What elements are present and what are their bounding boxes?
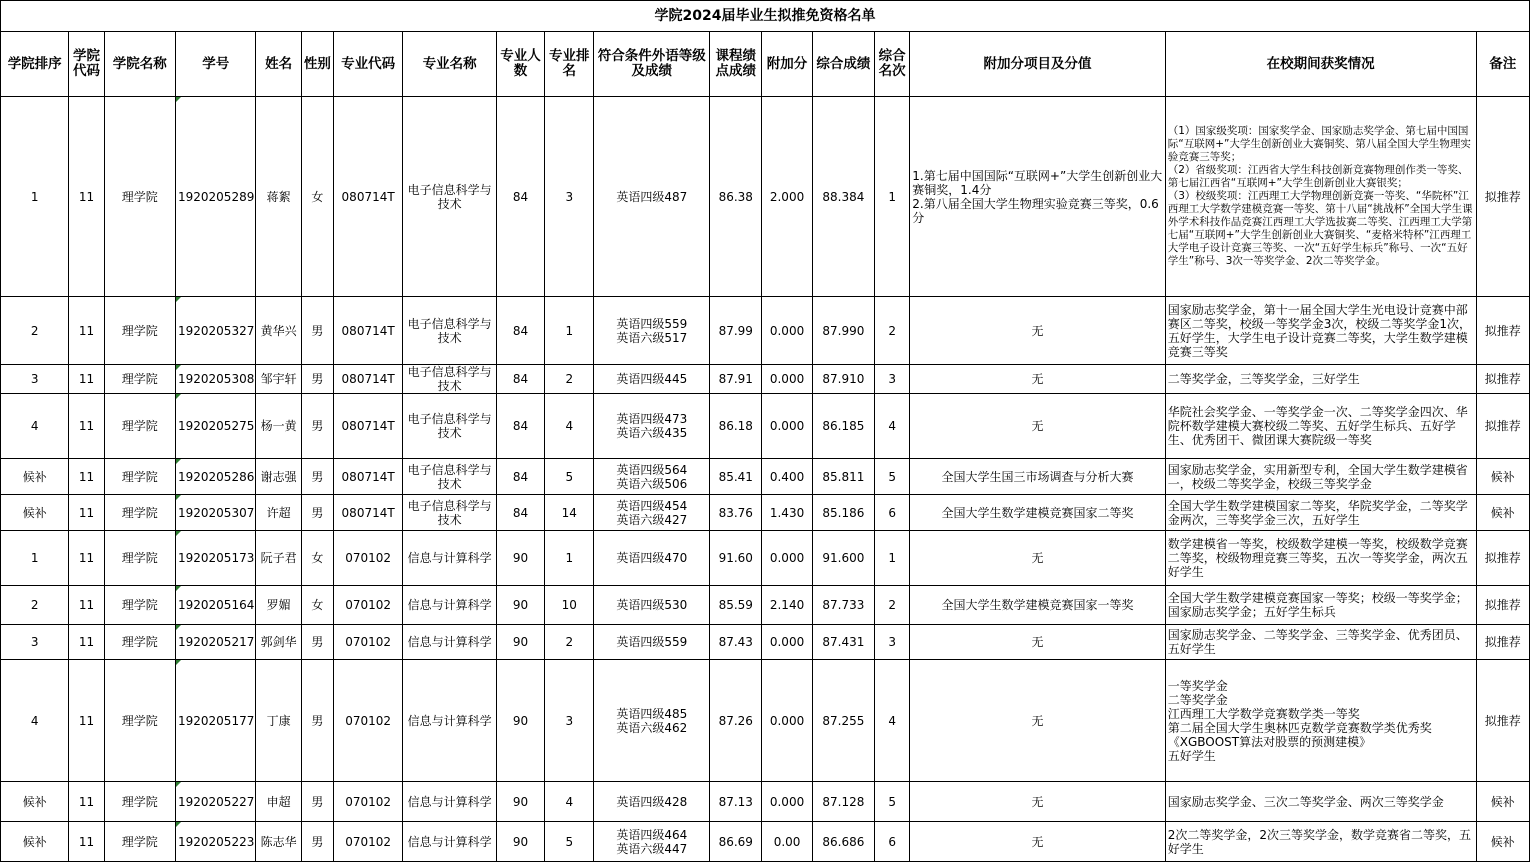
cell-id[interactable]: 1920205289 (176, 97, 256, 297)
cell-code[interactable]: 11 (69, 297, 104, 365)
cell-id[interactable]: 1920205217 (176, 625, 256, 660)
column-header[interactable]: 学院名称 (104, 32, 175, 97)
cell-gender[interactable]: 男 (301, 782, 333, 822)
cell-count[interactable]: 84 (496, 97, 544, 297)
cell-awards[interactable]: 国家励志奖学金，第十一届全国大学生光电设计竞赛中部赛区二等奖，校级一等奖学金3次，校级二等奖学金1次，五好学生，大学生电子设计竞赛二等奖，大学生数学建模竞赛三等奖 (1165, 297, 1476, 365)
cell-major-code[interactable]: 080714T (333, 495, 402, 531)
cell-name[interactable]: 阮子君 (256, 531, 301, 586)
cell-name[interactable]: 谢志强 (256, 459, 301, 495)
cell-overall[interactable]: 1 (875, 531, 910, 586)
cell-code[interactable]: 11 (69, 97, 104, 297)
cell-overall[interactable]: 3 (875, 365, 910, 394)
cell-major[interactable]: 电子信息科学与技术 (403, 97, 497, 297)
column-header[interactable]: 专业名称 (403, 32, 497, 97)
cell-bonus[interactable]: 0.000 (762, 297, 812, 365)
cell-name[interactable]: 申超 (256, 782, 301, 822)
cell-name[interactable]: 郭剑华 (256, 625, 301, 660)
cell-college[interactable]: 理学院 (104, 394, 175, 459)
cell-note[interactable]: 候补 (1476, 782, 1529, 822)
cell-college[interactable]: 理学院 (104, 822, 175, 862)
candidate-table (0, 31, 1530, 862)
cell-lang[interactable]: 英语四级564 英语六级506 (594, 459, 710, 495)
cell-lang[interactable]: 英语四级428 (594, 782, 710, 822)
cell-lang[interactable]: 英语四级559 英语六级517 (594, 297, 710, 365)
cell-rank[interactable]: 候补 (1, 459, 69, 495)
cell-gpa[interactable]: 86.18 (710, 394, 762, 459)
cell-major-code[interactable]: 080714T (333, 365, 402, 394)
cell-major-rank[interactable]: 3 (545, 660, 594, 782)
cell-college[interactable]: 理学院 (104, 586, 175, 625)
cell-college[interactable]: 理学院 (104, 495, 175, 531)
cell-gender[interactable]: 男 (301, 297, 333, 365)
cell-awards[interactable]: 数学建模省一等奖，校级数学建模一等奖，校级数学竞赛二等奖，校级物理竞赛三等奖，五次一等奖学金，两次五好学生 (1165, 531, 1476, 586)
column-header[interactable]: 学院排序 (1, 32, 69, 97)
cell-total[interactable]: 91.600 (812, 531, 874, 586)
cell-gpa[interactable]: 87.13 (710, 782, 762, 822)
cell-count[interactable]: 90 (496, 822, 544, 862)
cell-note[interactable]: 拟推荐 (1476, 297, 1529, 365)
column-header[interactable]: 综合成绩 (812, 32, 874, 97)
cell-lang[interactable]: 英语四级445 (594, 365, 710, 394)
cell-note[interactable]: 拟推荐 (1476, 394, 1529, 459)
cell-gender[interactable]: 女 (301, 586, 333, 625)
cell-name[interactable]: 邹宇轩 (256, 365, 301, 394)
cell-bonus[interactable]: 2.000 (762, 97, 812, 297)
cell-bonus-items[interactable]: 无 (910, 394, 1166, 459)
cell-id[interactable]: 1920205307 (176, 495, 256, 531)
cell-major[interactable]: 电子信息科学与技术 (403, 394, 497, 459)
cell-major[interactable]: 信息与计算科学 (403, 822, 497, 862)
cell-overall[interactable]: 2 (875, 586, 910, 625)
cell-major-rank[interactable]: 1 (545, 531, 594, 586)
cell-code[interactable]: 11 (69, 586, 104, 625)
cell-rank[interactable]: 4 (1, 394, 69, 459)
column-header[interactable]: 性别 (301, 32, 333, 97)
cell-lang[interactable]: 英语四级559 (594, 625, 710, 660)
cell-name[interactable]: 许超 (256, 495, 301, 531)
cell-id[interactable]: 1920205177 (176, 660, 256, 782)
cell-college[interactable]: 理学院 (104, 531, 175, 586)
table-row (1, 394, 1530, 459)
cell-bonus[interactable]: 0.000 (762, 365, 812, 394)
cell-rank[interactable]: 2 (1, 586, 69, 625)
column-header[interactable]: 专业排名 (545, 32, 594, 97)
cell-id[interactable]: 1920205286 (176, 459, 256, 495)
cell-name[interactable]: 丁康 (256, 660, 301, 782)
cell-total[interactable]: 87.255 (812, 660, 874, 782)
cell-code[interactable]: 11 (69, 394, 104, 459)
cell-major-rank[interactable]: 5 (545, 459, 594, 495)
cell-bonus-items[interactable]: 无 (910, 782, 1166, 822)
cell-code[interactable]: 11 (69, 531, 104, 586)
cell-id[interactable]: 1920205327 (176, 297, 256, 365)
cell-id[interactable]: 1920205223 (176, 822, 256, 862)
cell-gpa[interactable]: 91.60 (710, 531, 762, 586)
column-header[interactable]: 在校期间获奖情况 (1165, 32, 1476, 97)
cell-bonus-items[interactable]: 无 (910, 822, 1166, 862)
cell-lang[interactable]: 英语四级454 英语六级427 (594, 495, 710, 531)
column-header[interactable]: 课程绩点成绩 (710, 32, 762, 97)
cell-total[interactable]: 86.185 (812, 394, 874, 459)
table-row (1, 782, 1530, 822)
cell-gpa[interactable]: 86.69 (710, 822, 762, 862)
cell-note[interactable]: 候补 (1476, 495, 1529, 531)
cell-overall[interactable]: 5 (875, 459, 910, 495)
cell-bonus[interactable]: 0.000 (762, 782, 812, 822)
cell-name[interactable]: 陈志华 (256, 822, 301, 862)
cell-bonus-items[interactable]: 全国大学生国三市场调查与分析大赛 (910, 459, 1166, 495)
cell-bonus[interactable]: 0.400 (762, 459, 812, 495)
cell-awards[interactable]: 二等奖学金，三等奖学金，三好学生 (1165, 365, 1476, 394)
cell-code[interactable]: 11 (69, 660, 104, 782)
cell-count[interactable]: 90 (496, 625, 544, 660)
cell-name[interactable]: 杨一黄 (256, 394, 301, 459)
cell-code[interactable]: 11 (69, 495, 104, 531)
cell-gender[interactable]: 女 (301, 97, 333, 297)
table-row (1, 297, 1530, 365)
cell-major-rank[interactable]: 1 (545, 297, 594, 365)
cell-awards[interactable]: 国家励志奖学金、三次二等奖学金、两次三等奖学金 (1165, 782, 1476, 822)
column-header[interactable]: 专业代码 (333, 32, 402, 97)
cell-id[interactable]: 1920205164 (176, 586, 256, 625)
cell-lang[interactable]: 英语四级470 (594, 531, 710, 586)
cell-college[interactable]: 理学院 (104, 97, 175, 297)
cell-lang[interactable]: 英语四级485 英语六级462 (594, 660, 710, 782)
cell-bonus-items[interactable]: 全国大学生数学建模竞赛国家一等奖 (910, 586, 1166, 625)
cell-code[interactable]: 11 (69, 822, 104, 862)
cell-name[interactable]: 黄华兴 (256, 297, 301, 365)
cell-major[interactable]: 信息与计算科学 (403, 660, 497, 782)
cell-bonus-items[interactable]: 无 (910, 531, 1166, 586)
cell-bonus-items[interactable]: 1.第七届中国国际“互联网+”大学生创新创业大赛铜奖，1.4分 2.第八届全国大学生物理实验竞赛三等奖，0.6分 (910, 97, 1166, 297)
cell-note[interactable]: 拟推荐 (1476, 586, 1529, 625)
cell-rank[interactable]: 候补 (1, 782, 69, 822)
cell-rank[interactable]: 2 (1, 297, 69, 365)
cell-gpa[interactable]: 85.41 (710, 459, 762, 495)
sheet-title: 学院2024届毕业生拟推免资格名单 (0, 0, 1530, 31)
cell-bonus[interactable]: 0.000 (762, 394, 812, 459)
column-header[interactable]: 专业人数 (496, 32, 544, 97)
cell-awards[interactable]: 国家励志奖学金，实用新型专利，全国大学生数学建模省一，校级二等奖学金，校级三等奖学金 (1165, 459, 1476, 495)
cell-major[interactable]: 信息与计算科学 (403, 625, 497, 660)
cell-major-rank[interactable]: 5 (545, 822, 594, 862)
table-row (1, 495, 1530, 531)
cell-rank[interactable]: 1 (1, 531, 69, 586)
cell-bonus[interactable]: 0.000 (762, 660, 812, 782)
cell-college[interactable]: 理学院 (104, 660, 175, 782)
cell-major-rank[interactable]: 3 (545, 97, 594, 297)
cell-college[interactable]: 理学院 (104, 365, 175, 394)
cell-count[interactable]: 84 (496, 459, 544, 495)
cell-major[interactable]: 电子信息科学与技术 (403, 297, 497, 365)
cell-rank[interactable]: 3 (1, 365, 69, 394)
cell-major-rank[interactable]: 2 (545, 625, 594, 660)
cell-major-code[interactable]: 080714T (333, 394, 402, 459)
cell-count[interactable]: 84 (496, 365, 544, 394)
cell-college[interactable]: 理学院 (104, 782, 175, 822)
cell-gender[interactable]: 男 (301, 822, 333, 862)
cell-gender[interactable]: 男 (301, 495, 333, 531)
cell-overall[interactable]: 4 (875, 394, 910, 459)
cell-major[interactable]: 电子信息科学与技术 (403, 365, 497, 394)
cell-gender[interactable]: 男 (301, 365, 333, 394)
cell-count[interactable]: 84 (496, 495, 544, 531)
cell-overall[interactable]: 2 (875, 297, 910, 365)
cell-gender[interactable]: 男 (301, 394, 333, 459)
cell-college[interactable]: 理学院 (104, 297, 175, 365)
cell-major-code[interactable]: 070102 (333, 531, 402, 586)
cell-awards[interactable]: 全国大学生数学建模竞赛国家一等奖；校级一等奖学金；国家励志奖学金；五好学生标兵 (1165, 586, 1476, 625)
table-row (1, 822, 1530, 862)
cell-college[interactable]: 理学院 (104, 459, 175, 495)
table-row (1, 625, 1530, 660)
cell-total[interactable]: 87.431 (812, 625, 874, 660)
cell-major-code[interactable]: 070102 (333, 660, 402, 782)
cell-rank[interactable]: 3 (1, 625, 69, 660)
cell-bonus[interactable]: 0.000 (762, 625, 812, 660)
cell-id[interactable]: 1920205275 (176, 394, 256, 459)
cell-lang[interactable]: 英语四级530 (594, 586, 710, 625)
cell-id[interactable]: 1920205227 (176, 782, 256, 822)
column-header[interactable]: 附加分项目及分值 (910, 32, 1166, 97)
cell-overall[interactable]: 3 (875, 625, 910, 660)
cell-name[interactable]: 蒋絮 (256, 97, 301, 297)
cell-total[interactable]: 86.686 (812, 822, 874, 862)
cell-total[interactable]: 87.733 (812, 586, 874, 625)
cell-total[interactable]: 85.186 (812, 495, 874, 531)
cell-awards[interactable]: 华院社会奖学金、一等奖学金一次、二等奖学金四次、华院杯数学建模大赛校级二等奖、五好学生标兵、五好学生、优秀团干、微团课大赛院级一等奖 (1165, 394, 1476, 459)
table-row (1, 459, 1530, 495)
cell-major-rank[interactable]: 4 (545, 782, 594, 822)
cell-count[interactable]: 84 (496, 297, 544, 365)
table-row (1, 586, 1530, 625)
cell-major-rank[interactable]: 14 (545, 495, 594, 531)
table-row (1, 365, 1530, 394)
cell-gpa[interactable]: 86.38 (710, 97, 762, 297)
table-row (1, 531, 1530, 586)
cell-note[interactable]: 候补 (1476, 822, 1529, 862)
header-row (1, 32, 1530, 97)
cell-note[interactable]: 拟推荐 (1476, 660, 1529, 782)
cell-total[interactable]: 87.910 (812, 365, 874, 394)
cell-bonus[interactable]: 1.430 (762, 495, 812, 531)
cell-bonus[interactable]: 0.000 (762, 531, 812, 586)
cell-major-code[interactable]: 080714T (333, 297, 402, 365)
cell-bonus-items[interactable]: 无 (910, 660, 1166, 782)
column-header[interactable]: 学号 (176, 32, 256, 97)
cell-major-code[interactable]: 080714T (333, 97, 402, 297)
cell-id[interactable]: 1920205173 (176, 531, 256, 586)
cell-lang[interactable]: 英语四级487 (594, 97, 710, 297)
cell-awards[interactable]: 一等奖学金 二等奖学金 江西理工大学数学竞赛数学类一等奖 第二届全国大学生奥林匹克数学竞赛数学类优秀奖 《XGBOOST算法对股票的预测建模》 五好学生 (1165, 660, 1476, 782)
cell-overall[interactable]: 1 (875, 97, 910, 297)
cell-total[interactable]: 88.384 (812, 97, 874, 297)
cell-major-code[interactable]: 070102 (333, 822, 402, 862)
cell-awards[interactable]: 2次二等奖学金，2次三等奖学金，数学竞赛省二等奖，五好学生 (1165, 822, 1476, 862)
cell-note[interactable]: 拟推荐 (1476, 365, 1529, 394)
cell-gpa[interactable]: 85.59 (710, 586, 762, 625)
cell-bonus-items[interactable]: 无 (910, 625, 1166, 660)
column-header[interactable]: 附加分 (762, 32, 812, 97)
cell-gpa[interactable]: 87.91 (710, 365, 762, 394)
cell-bonus[interactable]: 0.00 (762, 822, 812, 862)
table-row (1, 97, 1530, 297)
cell-lang[interactable]: 英语四级464 英语六级447 (594, 822, 710, 862)
cell-count[interactable]: 90 (496, 531, 544, 586)
cell-code[interactable]: 11 (69, 625, 104, 660)
cell-gender[interactable]: 男 (301, 459, 333, 495)
cell-rank[interactable]: 候补 (1, 822, 69, 862)
cell-count[interactable]: 84 (496, 394, 544, 459)
cell-major[interactable]: 信息与计算科学 (403, 782, 497, 822)
cell-note[interactable]: 拟推荐 (1476, 625, 1529, 660)
cell-gpa[interactable]: 87.43 (710, 625, 762, 660)
cell-major-code[interactable]: 070102 (333, 586, 402, 625)
cell-bonus-items[interactable]: 全国大学生数学建模竞赛国家二等奖 (910, 495, 1166, 531)
column-header[interactable]: 符合条件外语等级及成绩 (594, 32, 710, 97)
cell-note[interactable]: 拟推荐 (1476, 531, 1529, 586)
cell-rank[interactable]: 4 (1, 660, 69, 782)
cell-rank[interactable]: 1 (1, 97, 69, 297)
cell-major[interactable]: 电子信息科学与技术 (403, 459, 497, 495)
cell-awards[interactable]: 全国大学生数学建模国家二等奖，华院奖学金，二等奖学金两次，三等奖学金三次，五好学生 (1165, 495, 1476, 531)
cell-code[interactable]: 11 (69, 782, 104, 822)
cell-count[interactable]: 90 (496, 586, 544, 625)
cell-gender[interactable]: 男 (301, 625, 333, 660)
column-header[interactable]: 姓名 (256, 32, 301, 97)
cell-rank[interactable]: 候补 (1, 495, 69, 531)
cell-total[interactable]: 87.990 (812, 297, 874, 365)
column-header[interactable]: 综合名次 (875, 32, 910, 97)
cell-total[interactable]: 87.128 (812, 782, 874, 822)
cell-gpa[interactable]: 83.76 (710, 495, 762, 531)
cell-count[interactable]: 90 (496, 782, 544, 822)
cell-major[interactable]: 信息与计算科学 (403, 531, 497, 586)
cell-gpa[interactable]: 87.99 (710, 297, 762, 365)
cell-college[interactable]: 理学院 (104, 625, 175, 660)
cell-gender[interactable]: 男 (301, 660, 333, 782)
cell-code[interactable]: 11 (69, 365, 104, 394)
table-row (1, 660, 1530, 782)
cell-awards[interactable]: （1）国家级奖项：国家奖学金、国家励志奖学金、第七届中国国际“互联网+”大学生创新创业大赛铜奖、第八届全国大学生物理实验竞赛三等奖； （2）省级奖项：江西省大学生科技创新竞赛物理创作类一等奖、第七届江西省“互联网+”大学生创新创业大赛银奖； （3）校级奖项：江西理工大学物理创新竞赛一等奖、“华院杯”江西理工大学数学建模竞赛一等奖、第十八届“挑战杯”全国大学生课外学术科技作品竞赛江西理工大学选拔赛二等奖、江西理工大学第七届“互联网+”大学生创新创业大赛铜奖、“麦格米特杯”江西理工大学电子设计竞赛三等奖、一次“五好学生标兵”称号、一次“五好学生”称号、3次一等奖学金、2次二等奖学金。 (1165, 97, 1476, 297)
cell-gender[interactable]: 女 (301, 531, 333, 586)
cell-major[interactable]: 信息与计算科学 (403, 586, 497, 625)
cell-major[interactable]: 电子信息科学与技术 (403, 495, 497, 531)
cell-major-rank[interactable]: 10 (545, 586, 594, 625)
cell-bonus[interactable]: 2.140 (762, 586, 812, 625)
cell-bonus-items[interactable]: 无 (910, 365, 1166, 394)
cell-overall[interactable]: 6 (875, 495, 910, 531)
cell-code[interactable]: 11 (69, 459, 104, 495)
cell-major-rank[interactable]: 2 (545, 365, 594, 394)
cell-major-code[interactable]: 070102 (333, 782, 402, 822)
column-header[interactable]: 备注 (1476, 32, 1529, 97)
cell-gpa[interactable]: 87.26 (710, 660, 762, 782)
cell-total[interactable]: 85.811 (812, 459, 874, 495)
cell-id[interactable]: 1920205308 (176, 365, 256, 394)
cell-major-code[interactable]: 080714T (333, 459, 402, 495)
cell-note[interactable]: 拟推荐 (1476, 97, 1529, 297)
cell-name[interactable]: 罗媚 (256, 586, 301, 625)
cell-overall[interactable]: 5 (875, 782, 910, 822)
cell-awards[interactable]: 国家励志奖学金、二等奖学金、三等奖学金、优秀团员、五好学生 (1165, 625, 1476, 660)
cell-major-code[interactable]: 070102 (333, 625, 402, 660)
cell-lang[interactable]: 英语四级473 英语六级435 (594, 394, 710, 459)
cell-overall[interactable]: 6 (875, 822, 910, 862)
cell-major-rank[interactable]: 4 (545, 394, 594, 459)
cell-bonus-items[interactable]: 无 (910, 297, 1166, 365)
cell-overall[interactable]: 4 (875, 660, 910, 782)
column-header[interactable]: 学院代码 (69, 32, 104, 97)
cell-count[interactable]: 90 (496, 660, 544, 782)
cell-note[interactable]: 候补 (1476, 459, 1529, 495)
